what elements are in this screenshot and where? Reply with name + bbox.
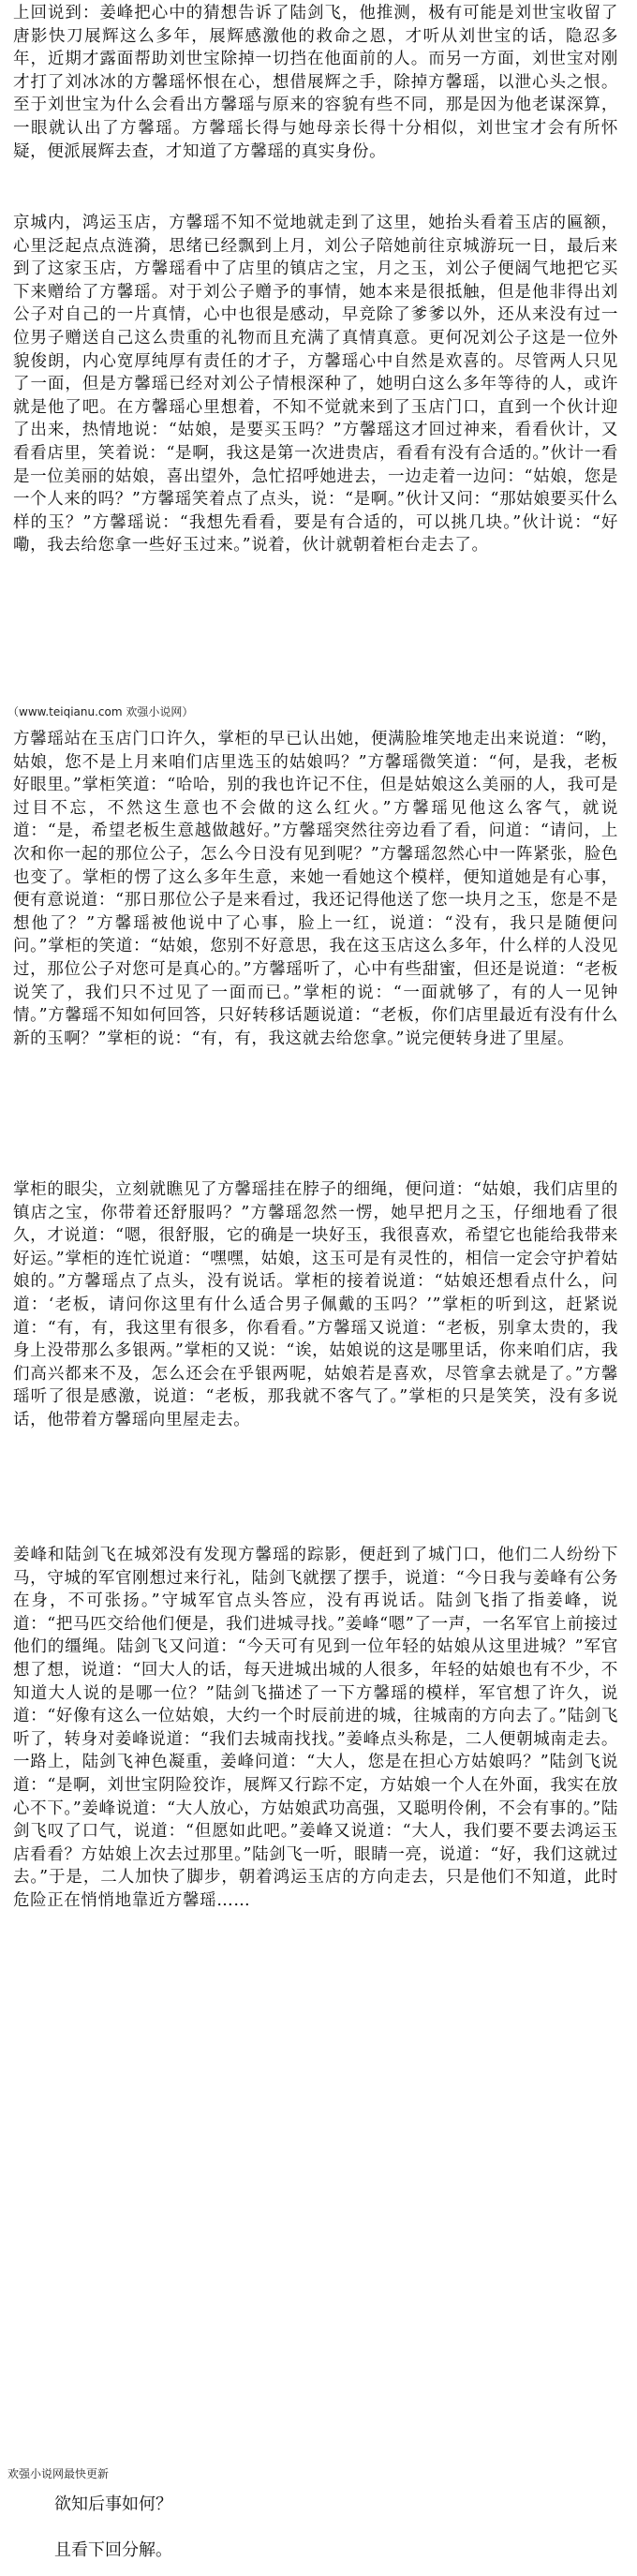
paragraph-shopkeeper-greeting: 方馨瑶站在玉店门口许久，掌柜的早已认出她，便满脸堆笑地走出来说道：“哟，姑娘，您不是上月来咱们店里选玉的姑娘吗？”方馨瑶微笑道：“何，是我，老板好眼里。”掌柜笑道：“哈哈，别的我也许记不住，但是姑娘这么美丽的人，我可是过目不忘，不然这生意也不会做的这么红火。”方馨瑶见他这么客气，就说道：“是，希望老板生意越做越好。”方馨瑶突然往旁边看了看，问道：“请问，上次和你一起的那位公子，怎么今日没有见到呢？”方馨瑶忽然心中一阵紧张，脸色也变了。掌柜的愣了这么多年生意，来她一看她这个模样，便知道她是有心事，便有意说道：“那日那位公子是来看过，我还记得他送了您一块月之玉，您是不是想他了？”方馨瑶被他说中了心事，脸上一红，说道：“没有，我只是随便问问。”掌柜的笑道：“姑娘，您别不好意思，我在这玉店这么多年，什么样的人没见过，那位公子对您可是真心的。”方馨瑶听了，心中有些甜蜜，但还是说道：“老板说笑了，我们只不过见了一面而已。”掌柜的说：“一面就够了，有的人一见钟情。”方馨瑶不知如何回答，只好转移话题说道：“老板，你们店里最近有没有什么新的玉啊？”掌柜的说：“有，有，我这就去给您拿。”说完便转身进了里屋。 <box>13 730 618 1048</box>
closing-question: 欲知后事如何？ <box>54 2495 172 2514</box>
watermark-fastest-update: 欢强小说网最快更新 <box>7 2467 110 2480</box>
watermark-site-url: （www.teiqianu.com 欢强小说网） <box>7 705 194 718</box>
paragraph-recap: 上回说到：姜峰把心中的猜想告诉了陆剑飞，他推测，极有可能是刘世宝收留了唐影快刀展辉这么多年，展辉感激他的救命之恩，才听从刘世宝的话，隐忍多年，近期才露面帮助刘世宝除掉一切挡在他面前的人。而另一方面，刘世宝对刚才打了刘冰冰的方馨瑶怀恨在心，想借展辉之手，除掉方馨瑶，以泄心头之恨。至于刘世宝为什么会看出方馨瑶与原来的容貌有些不同，那是因为他老谋深算，一眼就认出了方馨瑶。方馨瑶长得与她母亲长得十分相似，刘世宝才会有所怀疑，便派展辉去查，才知道了方馨瑶的真实身份。 <box>13 4 618 161</box>
closing-next-chapter: 且看下回分解。 <box>54 2540 172 2560</box>
paragraph-shopkeeper-jade: 掌柜的眼尖，立刻就瞧见了方馨瑶挂在脖子的细绳，便问道：“姑娘，我们店里的镇店之宝，你带着还舒服吗？”方馨瑶忽然一愣，她早把月之玉，仔细地看了很久，才说道：“嗯，很舒服，它的确是一块好玉，我很喜欢，希望它也能给我带来好运。”掌柜的连忙说道：“嘿嘿，姑娘，这玉可是有灵性的，相信一定会守护着姑娘的。”方馨瑶点了点头，没有说话。掌柜的接着说道：“姑娘还想看点什么，问道：‘老板，请问你这里有什么适合男子佩戴的玉吗？’”掌柜的听到这，赶紧说道：“有，有，我这里有很多，你看看。”方馨瑶又说道：“老板，别拿太贵的，我身上没带那么多银两。”掌柜的又说：“诶，姑娘说的这是哪里话，你来咱们店，我们高兴都来不及，怎么还会在乎银两呢，姑娘若是喜欢，尽管拿去就是了。”方馨瑶听了很是感激，说道：“老板，那我就不客气了。”掌柜的只是笑笑，没有多说话，他带着方馨瑶向里屋走去。 <box>13 1180 618 1429</box>
paragraph-jade-shop: 京城内，鸿运玉店，方馨瑶不知不觉地就走到了这里，她抬头看着玉店的匾额，心里泛起点点涟漪，思绪已经飘到上月，刘公子陪她前往京城游玩一日，最后来到了这家玉店，方馨瑶看中了店里的镇店之宝，月之玉，刘公子便阔气地把它买下来赠给了方馨瑶。对于刘公子赠予的事情，她本来是很抵触，但是他非得出刘公子对自己的一片真情，心中也很是感动，早竞除了爹爹以外，还从来没有过一位男子赠送自己这么贵重的礼物而且充满了真情真意。更何况刘公子这是一位外貌俊朗，内心宽厚纯厚有责任的才子，方馨瑶心中自然是欢喜的。尽管两人只见了一面，但是方馨瑶已经对刘公子情根深种了，她明白这么多年等待的人，或许就是他了吧。在方馨瑶心里想着，不知不觉就来到了玉店门口，直到一个伙计迎了出来，热情地说：“姑娘，是要买玉吗？”方馨瑶这才回过神来，看看伙计，又看看店里，笑着说：“是啊，我这是第一次进贵店，看看有没有合适的。”伙计一看是一位美丽的姑娘，喜出望外，急忙招呼她进去，一边走着一边问：“姑娘，您是一个人来的吗？”方馨瑶笑着点了点头，说：“是啊。”伙计又问：“那姑娘要买什么样的玉？”方馨瑶说：“我想先看看，要是有合适的，可以挑几块。”伙计说：“好嘞，我去给您拿一些好玉过来。”说着，伙计就朝着柜台走去了。 <box>13 214 618 555</box>
paragraph-city-gate: 姜峰和陆剑飞在城郊没有发现方馨瑶的踪影，便赶到了城门口，他们二人纷纷下马，守城的军官刚想过来行礼，陆剑飞就摆了摆手，说道：“今日我与姜峰有公务在身，不可张扬。”守城军官点头答应，没有再说话。陆剑飞指了指姜峰，说道：“把马匹交给他们便是，我们进城寻找。”姜峰“嗯”了一声，一名军官上前接过他们的缰绳。陆剑飞又问道：“今天可有见到一位年轻的姑娘从这里进城？”军官想了想，说道：“回大人的话，每天进城出城的人很多，年轻的姑娘也有不少，不知道大人说的是哪一位？”陆剑飞描述了一下方馨瑶的模样，军官想了许久，说道：“好像有这么一位姑娘，大约一个时辰前进的城，往城南的方向去了。”陆剑飞听了，转身对姜峰说道：“我们去城南找找。”姜峰点头称是，二人便朝城南走去。一路上，陆剑飞神色凝重，姜峰问道：“大人，您是在担心方姑娘吗？”陆剑飞说道：“是啊，刘世宝阴险狡诈，展辉又行踪不定，方姑娘一个人在外面，我实在放心不下。”姜峰说道：“大人放心，方姑娘武功高强，又聪明伶俐，不会有事的。”陆剑飞叹了口气，说道：“但愿如此吧。”姜峰又说道：“大人，我们要不要去鸿运玉店看看？方姑娘上次去过那里。”陆剑飞一听，眼睛一亮，说道：“好，我们这就过去。”于是，二人加快了脚步，朝着鸿运玉店的方向走去，只是他们不知道，此时危险正在悄悄地靠近方馨瑶…… <box>13 1546 618 1910</box>
